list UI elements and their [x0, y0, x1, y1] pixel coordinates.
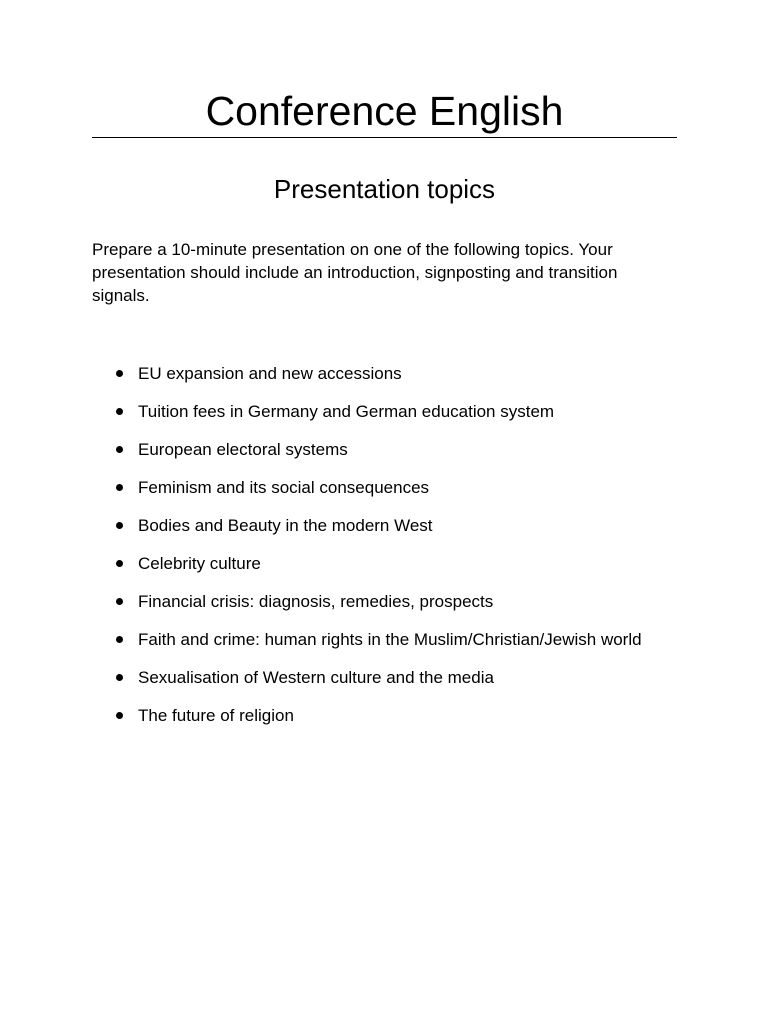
topic-text: EU expansion and new accessions [138, 364, 402, 383]
topic-text: The future of religion [138, 706, 294, 725]
topic-text: Tuition fees in Germany and German education system [138, 402, 555, 421]
bullet-icon [116, 370, 123, 377]
bullet-icon [116, 446, 123, 453]
topic-item [92, 513, 672, 551]
title-divider [92, 137, 677, 138]
bullet-icon [116, 484, 123, 491]
topic-item [92, 399, 672, 437]
bullet-icon [116, 560, 123, 567]
topic-item [92, 437, 672, 475]
topic-text: Feminism and its social consequences [138, 478, 430, 497]
bullet-icon [116, 408, 123, 415]
topic-text: Financial crisis: diagnosis, remedies, prospects [138, 592, 494, 611]
topic-text: Sexualisation of Western culture and the media [138, 668, 494, 687]
bullet-icon [116, 674, 123, 681]
page-subtitle: Presentation topics [273, 174, 496, 204]
topic-text: European electoral systems [138, 440, 348, 459]
topic-item [92, 665, 672, 703]
topic-item [92, 551, 672, 589]
topic-text: Bodies and Beauty in the modern West [138, 516, 433, 535]
topic-text: Celebrity culture [138, 554, 261, 573]
bullet-icon [116, 522, 123, 529]
topic-text: Faith and crime: human rights in the Muslim/Christian/Jewish world [138, 630, 642, 649]
topic-item [92, 475, 672, 513]
bullet-icon [116, 636, 123, 643]
topic-item [92, 589, 672, 627]
topic-item [92, 627, 672, 665]
page-title: Conference English [205, 88, 564, 134]
bullet-icon [116, 712, 123, 719]
topic-list [92, 361, 672, 741]
topic-item [92, 703, 672, 741]
topic-item [92, 361, 672, 399]
bullet-icon [116, 598, 123, 605]
intro-paragraph: Prepare a 10-minute presentation on one of the following topics. Your presentation should include an introduction, signposting and transition signals. [92, 240, 618, 305]
